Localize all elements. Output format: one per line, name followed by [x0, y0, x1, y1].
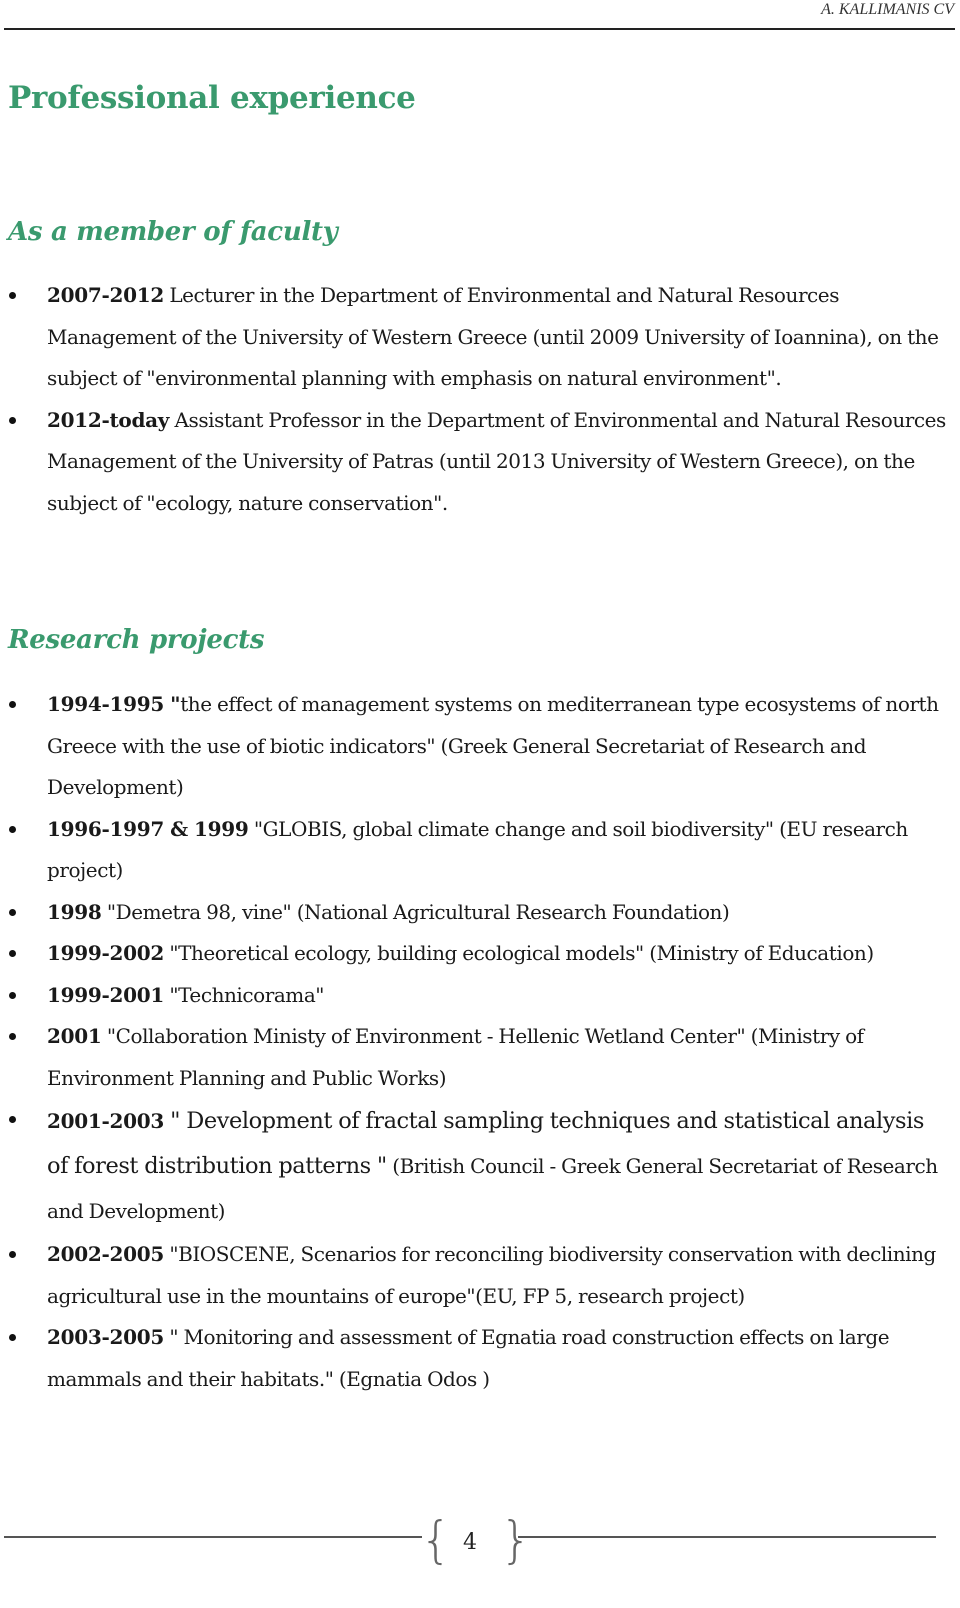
item-years: 1998	[47, 899, 102, 924]
page-title: Professional experience	[8, 80, 416, 116]
list-item	[0, 275, 948, 400]
list-item	[0, 809, 948, 892]
list-item	[0, 1234, 948, 1317]
right-brace-icon: }	[500, 1511, 532, 1569]
item-text: "Collaboration Ministy of Environment - Hellenic Wetland Center" (Ministry of Environment Planning and Public Works)	[47, 1024, 864, 1090]
list-item	[0, 933, 948, 975]
header-divider	[4, 28, 955, 30]
footer-rule-right	[518, 1536, 936, 1538]
list-item	[0, 975, 948, 1017]
bullet-icon	[9, 701, 16, 708]
bullet-icon	[9, 950, 16, 957]
item-text: (British Council - Greek General Secretariat of Research and Development)	[47, 1154, 938, 1223]
list-item	[0, 1099, 948, 1234]
item-text: "Technicorama"	[163, 982, 325, 1007]
bullet-icon	[9, 909, 16, 916]
item-years: 2003-2005	[47, 1325, 164, 1349]
item-text: the effect of management systems on mediterranean type ecosystems of north Greece with the use of biotic indicators" (Greek General Secretariat of Research and Development)	[47, 692, 939, 799]
left-brace-icon: {	[420, 1511, 452, 1569]
item-text: "BIOSCENE, Scenarios for reconciling biodiversity conservation with declining agricultural use in the mountains of europe"(EU, FP 5, research project)	[47, 1242, 936, 1308]
footer-rule-left	[4, 1536, 422, 1538]
bullet-icon	[9, 826, 16, 833]
list-item	[0, 892, 948, 934]
research-list	[0, 684, 948, 1400]
section-heading-research: Research projects	[8, 625, 265, 655]
bullet-icon	[9, 992, 16, 999]
running-header: A. KALLIMANIS CV	[821, 1, 954, 18]
item-years: 2001-2003	[47, 1109, 164, 1133]
item-years: 2012-today	[47, 407, 170, 432]
bullet-icon	[9, 292, 16, 299]
bullet-icon	[9, 1334, 16, 1341]
item-text: " Monitoring and assessment of Egnatia road construction effects on large mammals and their habitats." (Egnatia Odos )	[47, 1325, 890, 1391]
item-years: 1996-1997 & 1999	[47, 816, 249, 841]
item-years: 1994-1995 "	[47, 692, 181, 716]
item-text: Lecturer in the Department of Environmental and Natural Resources Management of the University of Western Greece (until 2009 University of Ioannina), on the subject of "environmental planning with emphasis on natural environment".	[47, 283, 939, 390]
item-years: 2002-2005	[47, 1242, 164, 1266]
faculty-list	[0, 275, 948, 524]
list-item	[0, 1317, 948, 1400]
item-years: 1999-2001	[47, 982, 164, 1007]
bullet-icon	[9, 1033, 16, 1040]
list-item	[0, 400, 948, 525]
section-heading-faculty: As a member of faculty	[8, 217, 338, 247]
item-years: 1999-2002	[47, 941, 164, 965]
item-title: " Development of fractal sampling techniques and statistical analysis of forest distribution patterns "	[47, 1108, 924, 1179]
item-years: 2007-2012	[47, 283, 164, 307]
item-text: "Demetra 98, vine" (National Agricultural Research Foundation)	[101, 899, 730, 924]
bullet-icon	[9, 1116, 16, 1123]
list-item	[0, 1016, 948, 1099]
item-text: "GLOBIS, global climate change and soil biodiversity" (EU research project)	[47, 816, 908, 882]
bullet-icon	[9, 417, 16, 424]
item-text: "Theoretical ecology, building ecological models" (Ministry of Education)	[163, 941, 874, 965]
list-item	[0, 684, 948, 809]
page-number: 4	[463, 1530, 477, 1555]
item-text: Assistant Professor in the Department of Environmental and Natural Resources Management of the University of Patras (until 2013 University of Western Greece), on the subject of "ecology, nature conservation".	[47, 407, 946, 515]
item-years: 2001	[47, 1024, 102, 1048]
bullet-icon	[9, 1251, 16, 1258]
